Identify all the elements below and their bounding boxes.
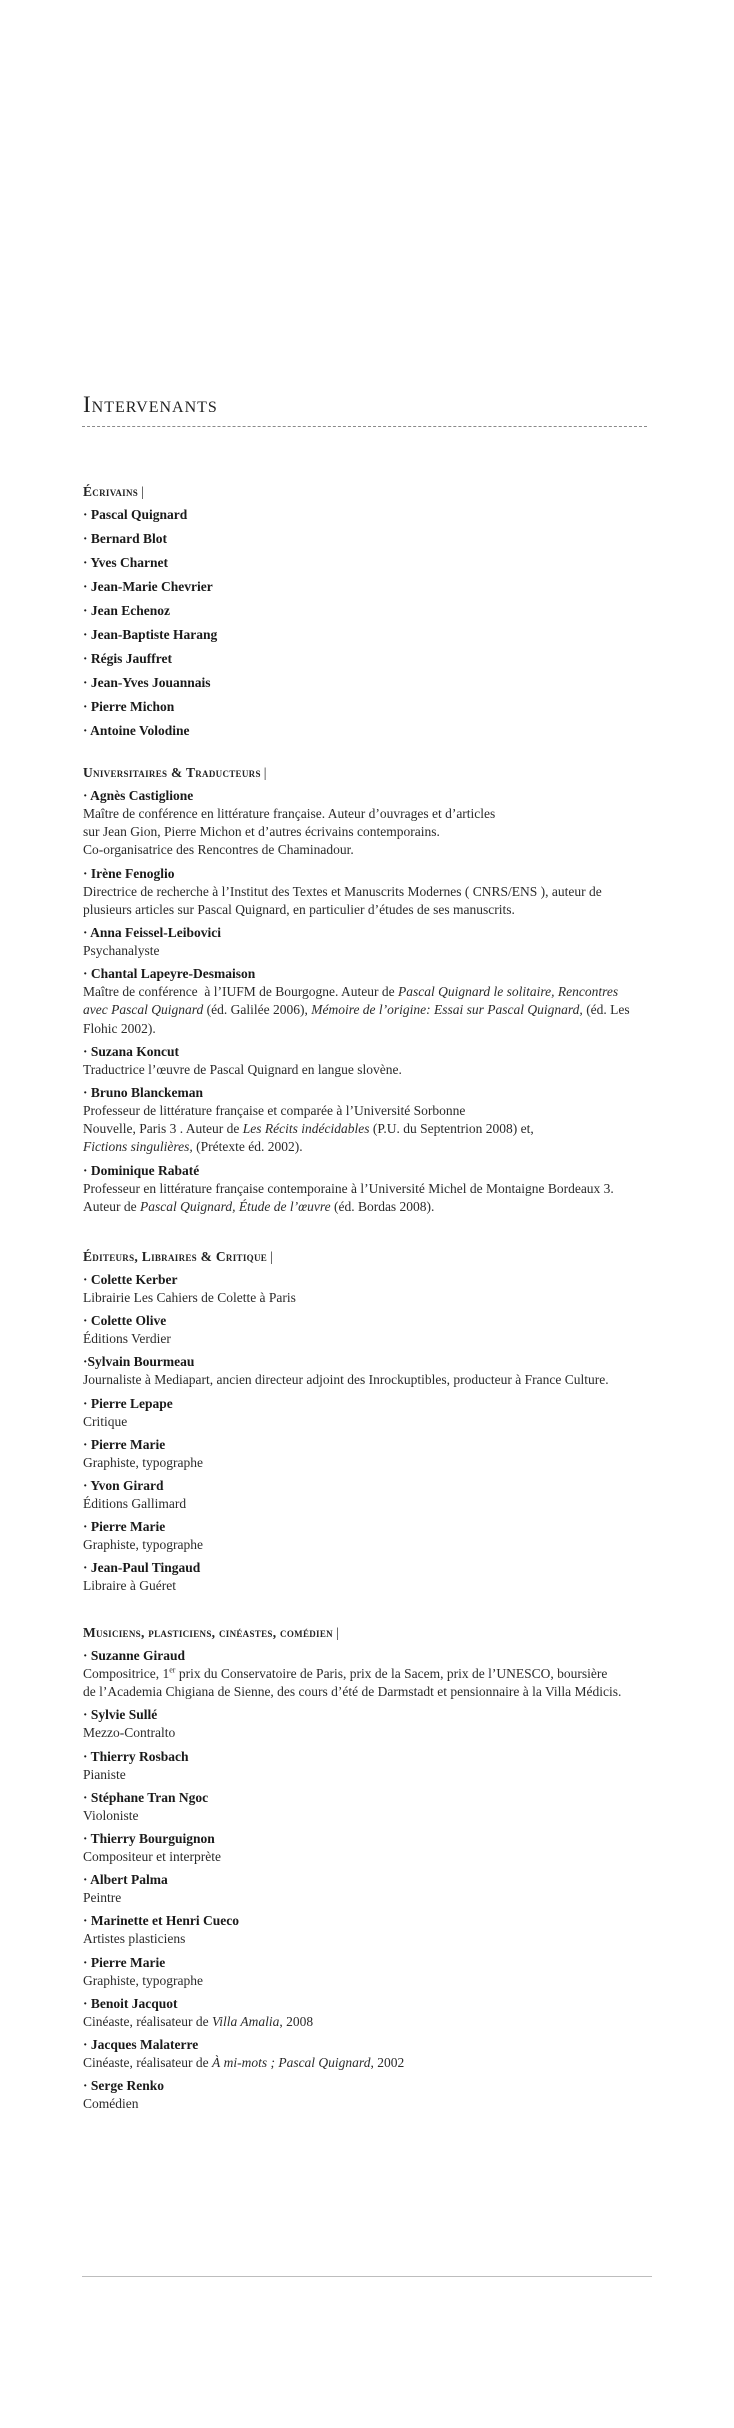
participant-name-line <box>83 1084 683 1102</box>
ordinal-suffix: er <box>169 1665 176 1675</box>
bullet-dot: · <box>83 788 91 803</box>
description-text: , 2008 <box>279 2013 314 2029</box>
bullet-dot: · <box>83 1436 91 1452</box>
participant-name: Pascal Quignard <box>90 507 188 522</box>
participant-name: Sylvie Sullé <box>90 1707 158 1723</box>
participant-name-line <box>83 530 683 548</box>
participant-name: Suzana Koncut <box>90 1043 180 1059</box>
work-title: Les Récits indécidables <box>242 1121 370 1137</box>
description-text: Graphiste, typographe <box>83 1454 203 1470</box>
participant-entry <box>83 1748 683 1784</box>
bullet-dot: · <box>83 555 91 570</box>
participant-description-line <box>83 942 683 960</box>
bullet-dot: · <box>83 1272 91 1287</box>
section-musiciens-plasticiens <box>83 1623 683 2118</box>
participant-name: Yvon Girard <box>90 1478 164 1494</box>
participant-name-line <box>83 674 683 692</box>
participant-entry <box>83 1518 683 1554</box>
participant-name-line <box>83 1706 683 1724</box>
participant-name: Pierre Marie <box>90 1436 166 1452</box>
participant-description-line <box>83 805 683 823</box>
section-heading <box>83 1623 683 1643</box>
section-heading-text: Universitaires & Traducteurs <box>83 765 261 780</box>
participant-name-line <box>83 506 683 524</box>
bullet-dot: · <box>83 699 91 714</box>
description-text: (éd. Les <box>582 1002 630 1018</box>
bullet-dot: · <box>83 1872 91 1888</box>
participant-entry <box>83 1995 683 2031</box>
description-text: Pianiste <box>83 1766 126 1782</box>
participant-description-line <box>83 1020 683 1038</box>
participant-entry <box>83 1395 683 1431</box>
participant-name-line <box>83 1395 683 1413</box>
bullet-dot: · <box>83 1648 91 1663</box>
description-text: Graphiste, typographe <box>83 1972 203 1988</box>
participant-entry <box>83 1954 683 1990</box>
section-editeurs-libraires-critique <box>83 1247 683 1601</box>
description-text: Compositeur et interprète <box>83 1849 221 1865</box>
bullet-dot: · <box>83 925 91 941</box>
participant-description-line <box>83 2013 683 2031</box>
section-heading-text: Écrivains <box>83 484 139 499</box>
description-text: Co-organisatrice des Rencontres de Chaminadour. <box>83 842 354 858</box>
description-text: Éditions Verdier <box>83 1331 171 1347</box>
bullet-dot: · <box>83 507 91 522</box>
participant-description-line <box>83 1289 683 1307</box>
description-text: Artistes plasticiens <box>83 1931 186 1947</box>
description-text: Psychanalyste <box>83 943 160 959</box>
bullet-dot: · <box>83 579 91 594</box>
participant-name-line <box>83 602 683 620</box>
participant-description-line <box>83 1102 683 1120</box>
work-title: Pascal Quignard, Étude de l’œuvre <box>139 1198 331 1214</box>
participant-name: Pierre Marie <box>90 1954 166 1970</box>
work-title: Fictions singulières, <box>83 1139 193 1155</box>
participant-name-line <box>83 1436 683 1454</box>
description-text: plusieurs articles sur Pascal Quignard, en particulier d’études de ses manuscrits. <box>83 901 515 917</box>
bullet-dot: · <box>83 1313 91 1329</box>
description-text: Maître de conférence à l’IUFM de Bourgogne. Auteur de <box>83 984 399 1000</box>
participant-description-line <box>83 901 683 919</box>
participant-entry <box>83 865 683 919</box>
participant-name: Jean Echenoz <box>90 603 171 618</box>
description-text: Critique <box>83 1413 128 1429</box>
page-title: Intervenants <box>83 392 218 417</box>
participant-description-line <box>83 1138 683 1156</box>
participant-entry <box>83 1789 683 1825</box>
bullet-dot: · <box>83 1395 91 1411</box>
description-text: Journaliste à Mediapart, ancien directeur adjoint des Inrockuptibles, producteur à France Culture. <box>83 1372 609 1388</box>
bullet-dot: · <box>83 1519 91 1535</box>
description-text: Nouvelle, Paris 3 . Auteur de <box>83 1121 243 1137</box>
participant-name-line <box>83 1559 683 1577</box>
participant-description-line <box>83 1120 683 1138</box>
participant-name: Bruno Blanckeman <box>90 1085 204 1101</box>
participant-name-line <box>83 1995 683 2013</box>
participant-name-line <box>83 787 683 805</box>
participant-name: Chantal Lapeyre-Desmaison <box>90 966 256 982</box>
description-text: Auteur de <box>83 1198 140 1214</box>
participant-description-line <box>83 1683 683 1701</box>
participant-entry <box>83 1312 683 1348</box>
participant-name: Jean-Paul Tingaud <box>90 1560 201 1576</box>
participant-name: Dominique Rabaté <box>90 1162 200 1178</box>
participant-name: Jacques Malaterre <box>90 2037 199 2053</box>
participant-description-line <box>83 1536 683 1554</box>
participant-name: Irène Fenoglio <box>90 865 175 881</box>
participant-name: Albert Palma <box>90 1872 168 1888</box>
participant-entry <box>83 787 683 860</box>
description-text: Traductrice l’œuvre de Pascal Quignard en langue slovène. <box>83 1061 402 1077</box>
participant-name-line <box>83 554 683 572</box>
bullet-dot: · <box>83 1354 88 1370</box>
participant-entry <box>83 1477 683 1513</box>
participant-entry <box>83 698 683 716</box>
description-text: Cinéaste, réalisateur de <box>83 2055 212 2071</box>
participant-name-line <box>83 1353 683 1371</box>
participant-description-line <box>83 1061 683 1079</box>
participant-description-line <box>83 823 683 841</box>
participant-name-line <box>83 698 683 716</box>
participant-name-line <box>83 722 683 740</box>
description-text: Libraire à Guéret <box>83 1578 176 1594</box>
participant-entry <box>83 554 683 572</box>
description-text: Flohic 2002). <box>83 1020 156 1036</box>
section-heading-text: Éditeurs, Libraires & Critique <box>83 1249 268 1264</box>
bullet-dot: · <box>83 531 91 546</box>
description-text: (Prétexte éd. 2002). <box>192 1139 303 1155</box>
bullet-dot: · <box>83 603 91 618</box>
participant-name: Stéphane Tran Ngoc <box>90 1789 209 1805</box>
participant-name-line <box>83 924 683 942</box>
bullet-dot: · <box>83 1478 91 1494</box>
section-heading-text: Musiciens, plasticiens, cinéastes, comédien <box>83 1625 333 1640</box>
description-text: , 2002 <box>370 2055 405 2071</box>
participant-name: Pierre Michon <box>90 699 175 714</box>
participant-name: Thierry Rosbach <box>90 1748 189 1764</box>
description-text: (éd. Galilée 2006), <box>203 1002 312 1018</box>
participant-name: Thierry Bourguignon <box>90 1831 215 1847</box>
participant-name: Anna Feissel-Leibovici <box>90 925 222 941</box>
section-heading <box>83 1247 683 1267</box>
bullet-dot: · <box>83 1748 91 1764</box>
section-heading <box>83 763 683 783</box>
participant-entry <box>83 674 683 692</box>
participant-name-line <box>83 1312 683 1330</box>
bullet-dot: · <box>83 1560 91 1576</box>
participant-description-line <box>83 983 683 1001</box>
description-text: Librairie Les Cahiers de Colette à Paris <box>83 1290 296 1305</box>
participant-entry <box>83 1084 683 1157</box>
participant-entry <box>83 650 683 668</box>
description-text: Professeur de littérature française et comparée à l’Université Sorbonne <box>83 1103 466 1119</box>
participant-name-line <box>83 865 683 883</box>
participant-description-line <box>83 841 683 859</box>
section-ecrivains <box>83 482 683 746</box>
participant-entry <box>83 1162 683 1216</box>
participant-name: Pierre Marie <box>90 1519 166 1535</box>
participant-entry <box>83 924 683 960</box>
participant-name: Agnès Castiglione <box>90 788 194 803</box>
participant-name: Suzanne Giraud <box>90 1648 186 1663</box>
participant-entry <box>83 2077 683 2113</box>
participant-name-line <box>83 1477 683 1495</box>
description-text: Violoniste <box>83 1807 139 1823</box>
participant-name: Jean-Yves Jouannais <box>90 675 211 690</box>
bullet-dot: · <box>83 651 91 666</box>
participant-entry <box>83 2036 683 2072</box>
description-text: prix du Conservatoire de Paris, prix de la Sacem, prix de l’UNESCO, boursière <box>175 1666 608 1681</box>
bullet-dot: · <box>83 1085 91 1101</box>
participant-name-line <box>83 1647 683 1665</box>
participant-name-line <box>83 1748 683 1766</box>
participant-name: Jean-Marie Chevrier <box>90 579 213 594</box>
description-text: Éditions Gallimard <box>83 1496 187 1512</box>
participant-name-line <box>83 1830 683 1848</box>
participant-entry <box>83 965 683 1038</box>
bullet-dot: · <box>83 1162 91 1178</box>
description-text: de l’Academia Chigiana de Sienne, des cours d’été de Darmstadt et pensionnaire à la Villa Médicis. <box>83 1684 622 1700</box>
participant-entry <box>83 1271 683 1307</box>
participant-description-line <box>83 883 683 901</box>
participant-description-line <box>83 1972 683 1990</box>
participant-name: Pierre Lepape <box>90 1395 173 1411</box>
participant-name-line <box>83 1162 683 1180</box>
participant-name-line <box>83 1518 683 1536</box>
work-title: Mémoire de l’origine: Essai sur Pascal Quignard, <box>311 1002 583 1018</box>
work-title: À mi-mots ; Pascal Quignard <box>211 2055 371 2071</box>
participant-name: Sylvain Bourmeau <box>87 1354 195 1370</box>
participant-name: Colette Kerber <box>90 1272 178 1287</box>
participant-name: Benoit Jacquot <box>90 1995 178 2011</box>
participant-description-line <box>83 1413 683 1431</box>
participant-description-line <box>83 1001 683 1019</box>
participant-description-line <box>83 1330 683 1348</box>
work-title: Pascal Quignard le solitaire, Rencontres <box>398 984 619 1000</box>
participant-name-line <box>83 1871 683 1889</box>
participant-name-line <box>83 1912 683 1930</box>
participant-description-line <box>83 1930 683 1948</box>
participant-name: Bernard Blot <box>90 531 168 546</box>
participant-name-line <box>83 2077 683 2095</box>
participant-name-line <box>83 578 683 596</box>
participant-entry <box>83 1353 683 1389</box>
participant-entry <box>83 626 683 644</box>
work-title: Villa Amalia <box>211 2013 280 2029</box>
description-text: Graphiste, typographe <box>83 1537 203 1553</box>
footer-divider <box>82 2276 652 2277</box>
title-dotted-divider <box>82 426 647 427</box>
description-text: Professeur en littérature française contemporaine à l’Université Michel de Montaigne Bordeaux 3. <box>83 1180 614 1196</box>
participant-description-line <box>83 1495 683 1513</box>
participant-entry <box>83 1912 683 1948</box>
section-heading-separator: | <box>335 1625 339 1640</box>
participant-name: Jean-Baptiste Harang <box>90 627 218 642</box>
bullet-dot: · <box>83 2078 91 2094</box>
participant-entry <box>83 530 683 548</box>
participant-description-line <box>83 1577 683 1595</box>
section-heading <box>83 482 683 502</box>
participant-description-line <box>83 1766 683 1784</box>
bullet-dot: · <box>83 1707 91 1723</box>
participant-entry <box>83 602 683 620</box>
description-text: (éd. Bordas 2008). <box>330 1198 435 1214</box>
bullet-dot: · <box>83 1954 91 1970</box>
description-text: Directrice de recherche à l’Institut des Textes et Manuscrits Modernes ( CNRS/ENS ), auteur de <box>83 883 602 899</box>
section-heading-separator: | <box>141 484 145 499</box>
participant-entry <box>83 506 683 524</box>
participant-name: Serge Renko <box>90 2078 165 2094</box>
participant-entry <box>83 1706 683 1742</box>
description-text: Peintre <box>83 1890 122 1906</box>
participant-description-line <box>83 1889 683 1907</box>
bullet-dot: · <box>83 1043 91 1059</box>
participant-entry <box>83 1436 683 1472</box>
bullet-dot: · <box>83 1831 91 1847</box>
bullet-dot: · <box>83 1789 91 1805</box>
description-text: Mezzo-Contralto <box>83 1725 176 1741</box>
description-text: Comédien <box>83 2096 139 2112</box>
participant-description-line <box>83 1198 683 1216</box>
participant-entry <box>83 1559 683 1595</box>
bullet-dot: · <box>83 966 91 982</box>
participant-entry <box>83 1830 683 1866</box>
bullet-dot: · <box>83 627 91 642</box>
bullet-dot: · <box>83 2037 91 2053</box>
participant-entry <box>83 578 683 596</box>
description-text: Cinéaste, réalisateur de <box>83 2013 212 2029</box>
description-text: sur Jean Gion, Pierre Michon et d’autres écrivains contemporains. <box>83 824 440 840</box>
participant-name: Yves Charnet <box>90 555 169 570</box>
participant-name-line <box>83 1043 683 1061</box>
participant-name-line <box>83 1789 683 1807</box>
participant-description-line <box>83 1724 683 1742</box>
bullet-dot: · <box>83 1995 91 2011</box>
participant-description-line <box>83 1180 683 1198</box>
participant-description-line <box>83 1665 683 1683</box>
participant-name: Colette Olive <box>90 1313 167 1329</box>
participant-description-line <box>83 1371 683 1389</box>
work-title: avec Pascal Quignard <box>83 1002 204 1018</box>
participant-name-line <box>83 1271 683 1289</box>
description-text: Compositrice, 1 <box>83 1666 170 1681</box>
participant-name: Régis Jauffret <box>90 651 172 666</box>
bullet-dot: · <box>83 865 91 881</box>
participant-name-line <box>83 2036 683 2054</box>
section-heading-separator: | <box>263 765 267 780</box>
participant-name: Antoine Volodine <box>90 723 190 738</box>
participant-description-line <box>83 1848 683 1866</box>
participant-entry <box>83 722 683 740</box>
participant-description-line <box>83 2095 683 2113</box>
participant-name-line <box>83 1954 683 1972</box>
participant-description-line <box>83 1807 683 1825</box>
participant-name-line <box>83 626 683 644</box>
bullet-dot: · <box>83 723 91 738</box>
description-text: Maître de conférence en littérature française. Auteur d’ouvrages et d’articles <box>83 806 496 821</box>
participant-entry <box>83 1647 683 1701</box>
participant-description-line <box>83 1454 683 1472</box>
participant-name: Marinette et Henri Cueco <box>90 1913 239 1929</box>
participant-name-line <box>83 650 683 668</box>
participant-entry <box>83 1871 683 1907</box>
section-heading-separator: | <box>270 1249 274 1264</box>
bullet-dot: · <box>83 1913 91 1929</box>
description-text: (P.U. du Septentrion 2008) et, <box>369 1121 534 1137</box>
bullet-dot: · <box>83 675 91 690</box>
participant-description-line <box>83 2054 683 2072</box>
participant-entry <box>83 1043 683 1079</box>
section-universitaires-traducteurs <box>83 763 683 1221</box>
participant-name-line <box>83 965 683 983</box>
